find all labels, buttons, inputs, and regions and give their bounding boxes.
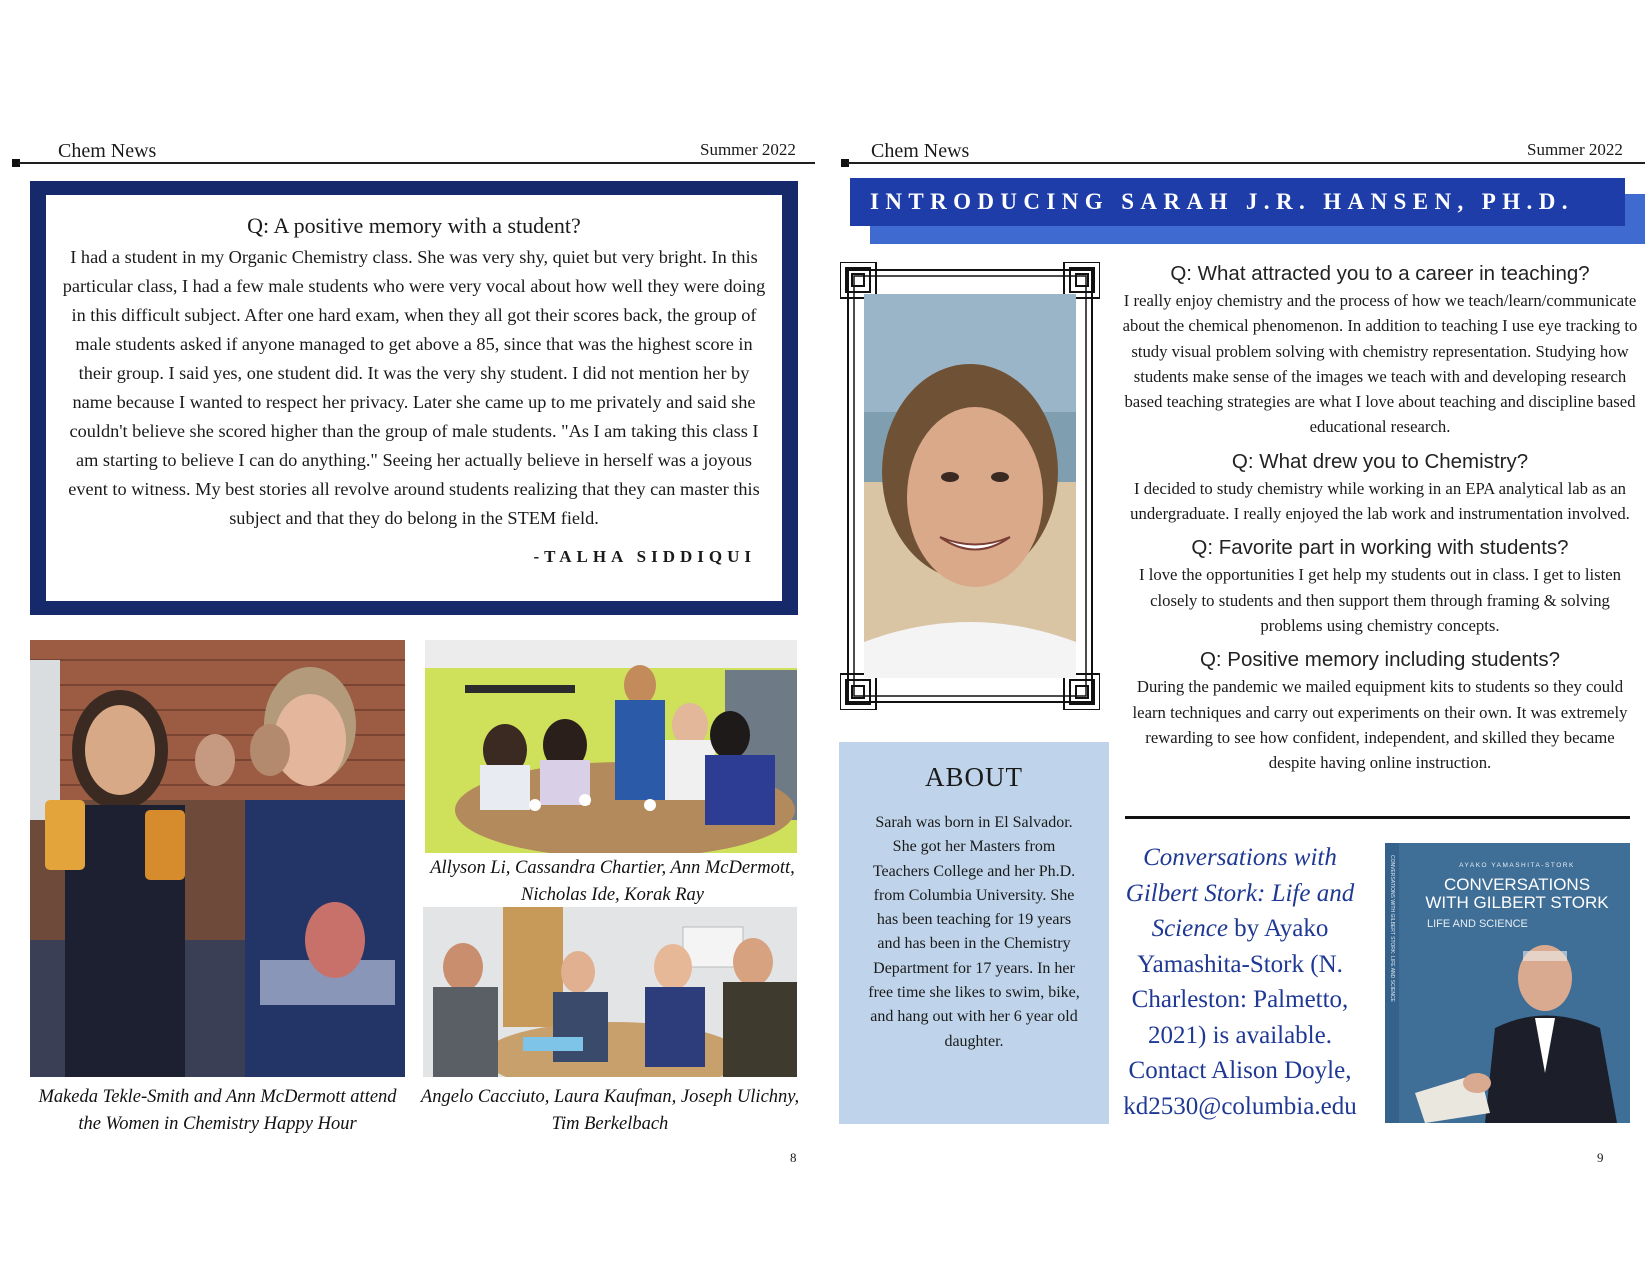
qa-question-3: Q: Favorite part in working with students? (1191, 536, 1569, 560)
section-divider (1125, 816, 1630, 819)
page-number: 9 (1597, 1150, 1604, 1165)
qa-answer-2: I decided to study chemistry while working in an EPA analytical lab as an undergraduate. I really enjoyed the lab work and instrumentation involved. (1130, 478, 1630, 524)
book-title: Conversations with Gilbert Stork: Life and Science (1125, 844, 1355, 942)
about-box (839, 742, 1109, 1124)
header-date: Summer 2022 (700, 140, 796, 159)
intro-banner: INTRODUCING SARAH J.R. HANSEN, PH.D. (850, 178, 1625, 226)
qa-answer-1: I really enjoy chemistry and the process of how we teach/learn/communicate about the chemical phenomenon. In addition to teaching I use eye tracking to study visual problem solving with chemistry representation. Studying how students make sense of the images we teach with and developing research based teaching strategies are what I love about teaching and discipline based educational research. (1122, 291, 1638, 437)
photo-table-group (425, 640, 797, 853)
book-details: by Ayako Yamashita-Stork (N. Charleston: Palmetto, 2021) is available. Contact Alison Doyle, kd2530@columbia.edu (1123, 915, 1357, 1120)
caption-lounge-group: Angelo Cacciuto, Laura Kaufman, Joseph Ulichny, Tim Berkelbach (420, 1087, 800, 1134)
quote-box (30, 181, 798, 615)
header-rule (18, 162, 815, 164)
page-number: 8 (790, 1150, 797, 1165)
newsletter-page-9 (825, 0, 1650, 1275)
qa-answer-3: I love the opportunities I get help my students out in class. I get to listen closely to students and then support them through framing & solving problems using chemistry concepts. (1138, 565, 1621, 635)
qa-question-4: Q: Positive memory including students? (1199, 648, 1561, 672)
caption-table-group: Allyson Li, Cassandra Chartier, Ann McDermott, Nicholas Ide, Korak Ray (430, 858, 795, 905)
portrait-photo (864, 294, 1076, 678)
qa-question-2: Q: What drew you to Chemistry? (1231, 449, 1529, 473)
header-title: Chem News (58, 140, 157, 162)
book-cover-title-2: WITH GILBERT STORK (1425, 893, 1609, 912)
book-announcement (1115, 840, 1365, 1124)
header-rule (847, 162, 1645, 164)
qa-section (1120, 262, 1640, 785)
book-cover-title-1: CONVERSATIONS (1443, 875, 1591, 894)
book-cover-author: AYAKO YAMASHITA-STORK (1459, 862, 1575, 869)
quote-body: I had a student in my Organic Chemistry class. She was very shy, quiet but very bright. In this particular class, I had a few male students who were very vocal about how well they were doing in this difficult subject. After one hard exam, when they all got their scores back, the group of male students asked if anyone managed to get above a 85, since that was the highest score in their group. I said yes, one student did. It was the very shy student. I did not mention her by name because I wanted to respect her privacy. Later she came up to me privately and said she couldn't believe she scored higher than the group of male students. "As I am taking this class I am starting to believe I can do anything." Seeing her actually believe in herself was a joyous event to witness. My best stories all revolve around students realizing that they can master this subject and that they do belong in the STEM field. (62, 247, 766, 528)
quote-inner (46, 195, 782, 601)
about-body: Sarah was born in El Salvador. She got her Masters from Teachers College and her Ph.D. from Columbia University. She has been teaching for 19 years and has been in the Chemistry Department for 17 years. In her free time she likes to swim, bike, and hang out with her 6 year old daughter. (868, 814, 1080, 1050)
header-title: Chem News (871, 140, 970, 162)
book-cover-subtitle: LIFE AND SCIENCE (1427, 918, 1528, 930)
caption-happy-hour: Makeda Tekle-Smith and Ann McDermott attend the Women in Chemistry Happy Hour (38, 1087, 397, 1134)
about-title: ABOUT (925, 762, 1023, 792)
photo-lounge-group (423, 907, 797, 1077)
quote-question: Q: A positive memory with a student? (247, 213, 581, 238)
header-date: Summer 2022 (1527, 140, 1623, 159)
qa-question-1: Q: What attracted you to a career in teaching? (1170, 262, 1590, 285)
photo-happy-hour (30, 640, 405, 1077)
portrait-frame (840, 262, 1100, 710)
book-cover (1385, 843, 1630, 1123)
qa-answer-4: During the pandemic we mailed equipment kits to students so they could learn techniques and carry out experiments on their own. It was extremely rewarding to see how confident, independent, and skilled they became despite having online instruction. (1132, 677, 1628, 773)
book-cover-spine: CONVERSATIONS WITH GILBERT STORK: LIFE AND SCIENCE (1389, 855, 1395, 1002)
quote-author: -TALHA SIDDIQUI (533, 547, 756, 566)
